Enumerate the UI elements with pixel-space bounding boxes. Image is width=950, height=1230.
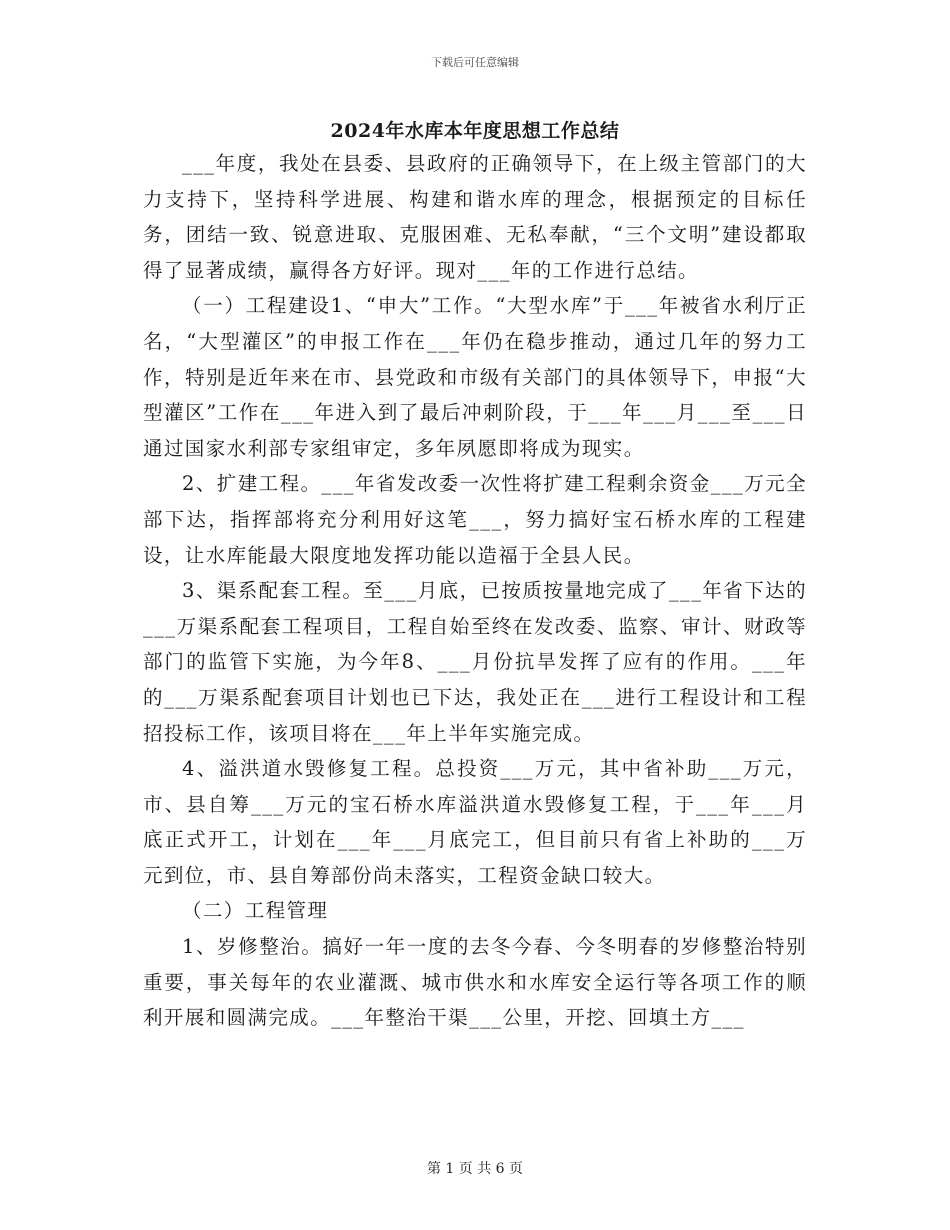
section-heading-management: （二）工程管理	[182, 899, 329, 923]
paragraph-annual-repair: 1、岁修整治。搞好一年一度的去冬今春、今冬明春的岁修整治特别重要，事关每年的农业灌溉、城市供水和水库安全运行等各项工作的顺利开展和圆满完成。___年整治干渠___公里，开挖、回填土方___	[143, 935, 807, 1030]
page-header-note: 下载后可任意编辑	[431, 56, 519, 69]
paragraph-intro: ___年度，我处在县委、县政府的正确领导下，在上级主管部门的大力支持下，坚持科学进展、构建和谐水库的理念，根据预定的目标任务，团结一致、锐意进取、克服困难、无私奉献，“三个文明”建设都取得了显著成绩，赢得各方好评。现对___年的工作进行总结。	[143, 152, 807, 282]
paragraph-spillway-repair: 4、溢洪道水毁修复工程。总投资___万元，其中省补助___万元，市、县自筹___万元的宝石桥水库溢洪道水毁修复工程，于___年___月底正式开工，计划在___年___月底完工，但目前只有省上补助的___万元到位，市、县自筹部份尚未落实，工程资金缺口较大。	[143, 757, 807, 887]
document-title: 2024年水库本年度思想工作总结	[330, 120, 620, 142]
paragraph-canal-system: 3、渠系配套工程。至___月底，已按质按量地完成了___年省下达的___万渠系配套工程项目，工程自始至终在发改委、监察、审计、财政等部门的监管下实施，为今年8、___月份抗旱发挥了应有的作用。___年的___万渠系配套项目计划也已下达，我处正在___进行工程设计和工程招投标工作，该项目将在___年上半年实施完成。	[143, 579, 807, 745]
paragraph-construction-application: （一）工程建设1、“申大”工作。“大型水库”于___年被省水利厅正名，“大型灌区”的申报工作在___年仍在稳步推动，通过几年的努力工作，特别是近年来在市、县党政和市级有关部门的具体领导下，申报“大型灌区”工作在___年进入到了最后冲刺阶段，于___年___月___至___日通过国家水利部专家组审定，多年夙愿即将成为现实。	[143, 294, 807, 460]
paragraph-expansion-project: 2、扩建工程。___年省发改委一次性将扩建工程剩余资金___万元全部下达，指挥部将充分利用好这笔___，努力搞好宝石桥水库的工程建设，让水库能最大限度地发挥功能以造福于全县人民。	[143, 472, 807, 567]
page-number: 第 1 页 共 6 页	[426, 1161, 524, 1177]
document-body	[143, 146, 807, 1036]
